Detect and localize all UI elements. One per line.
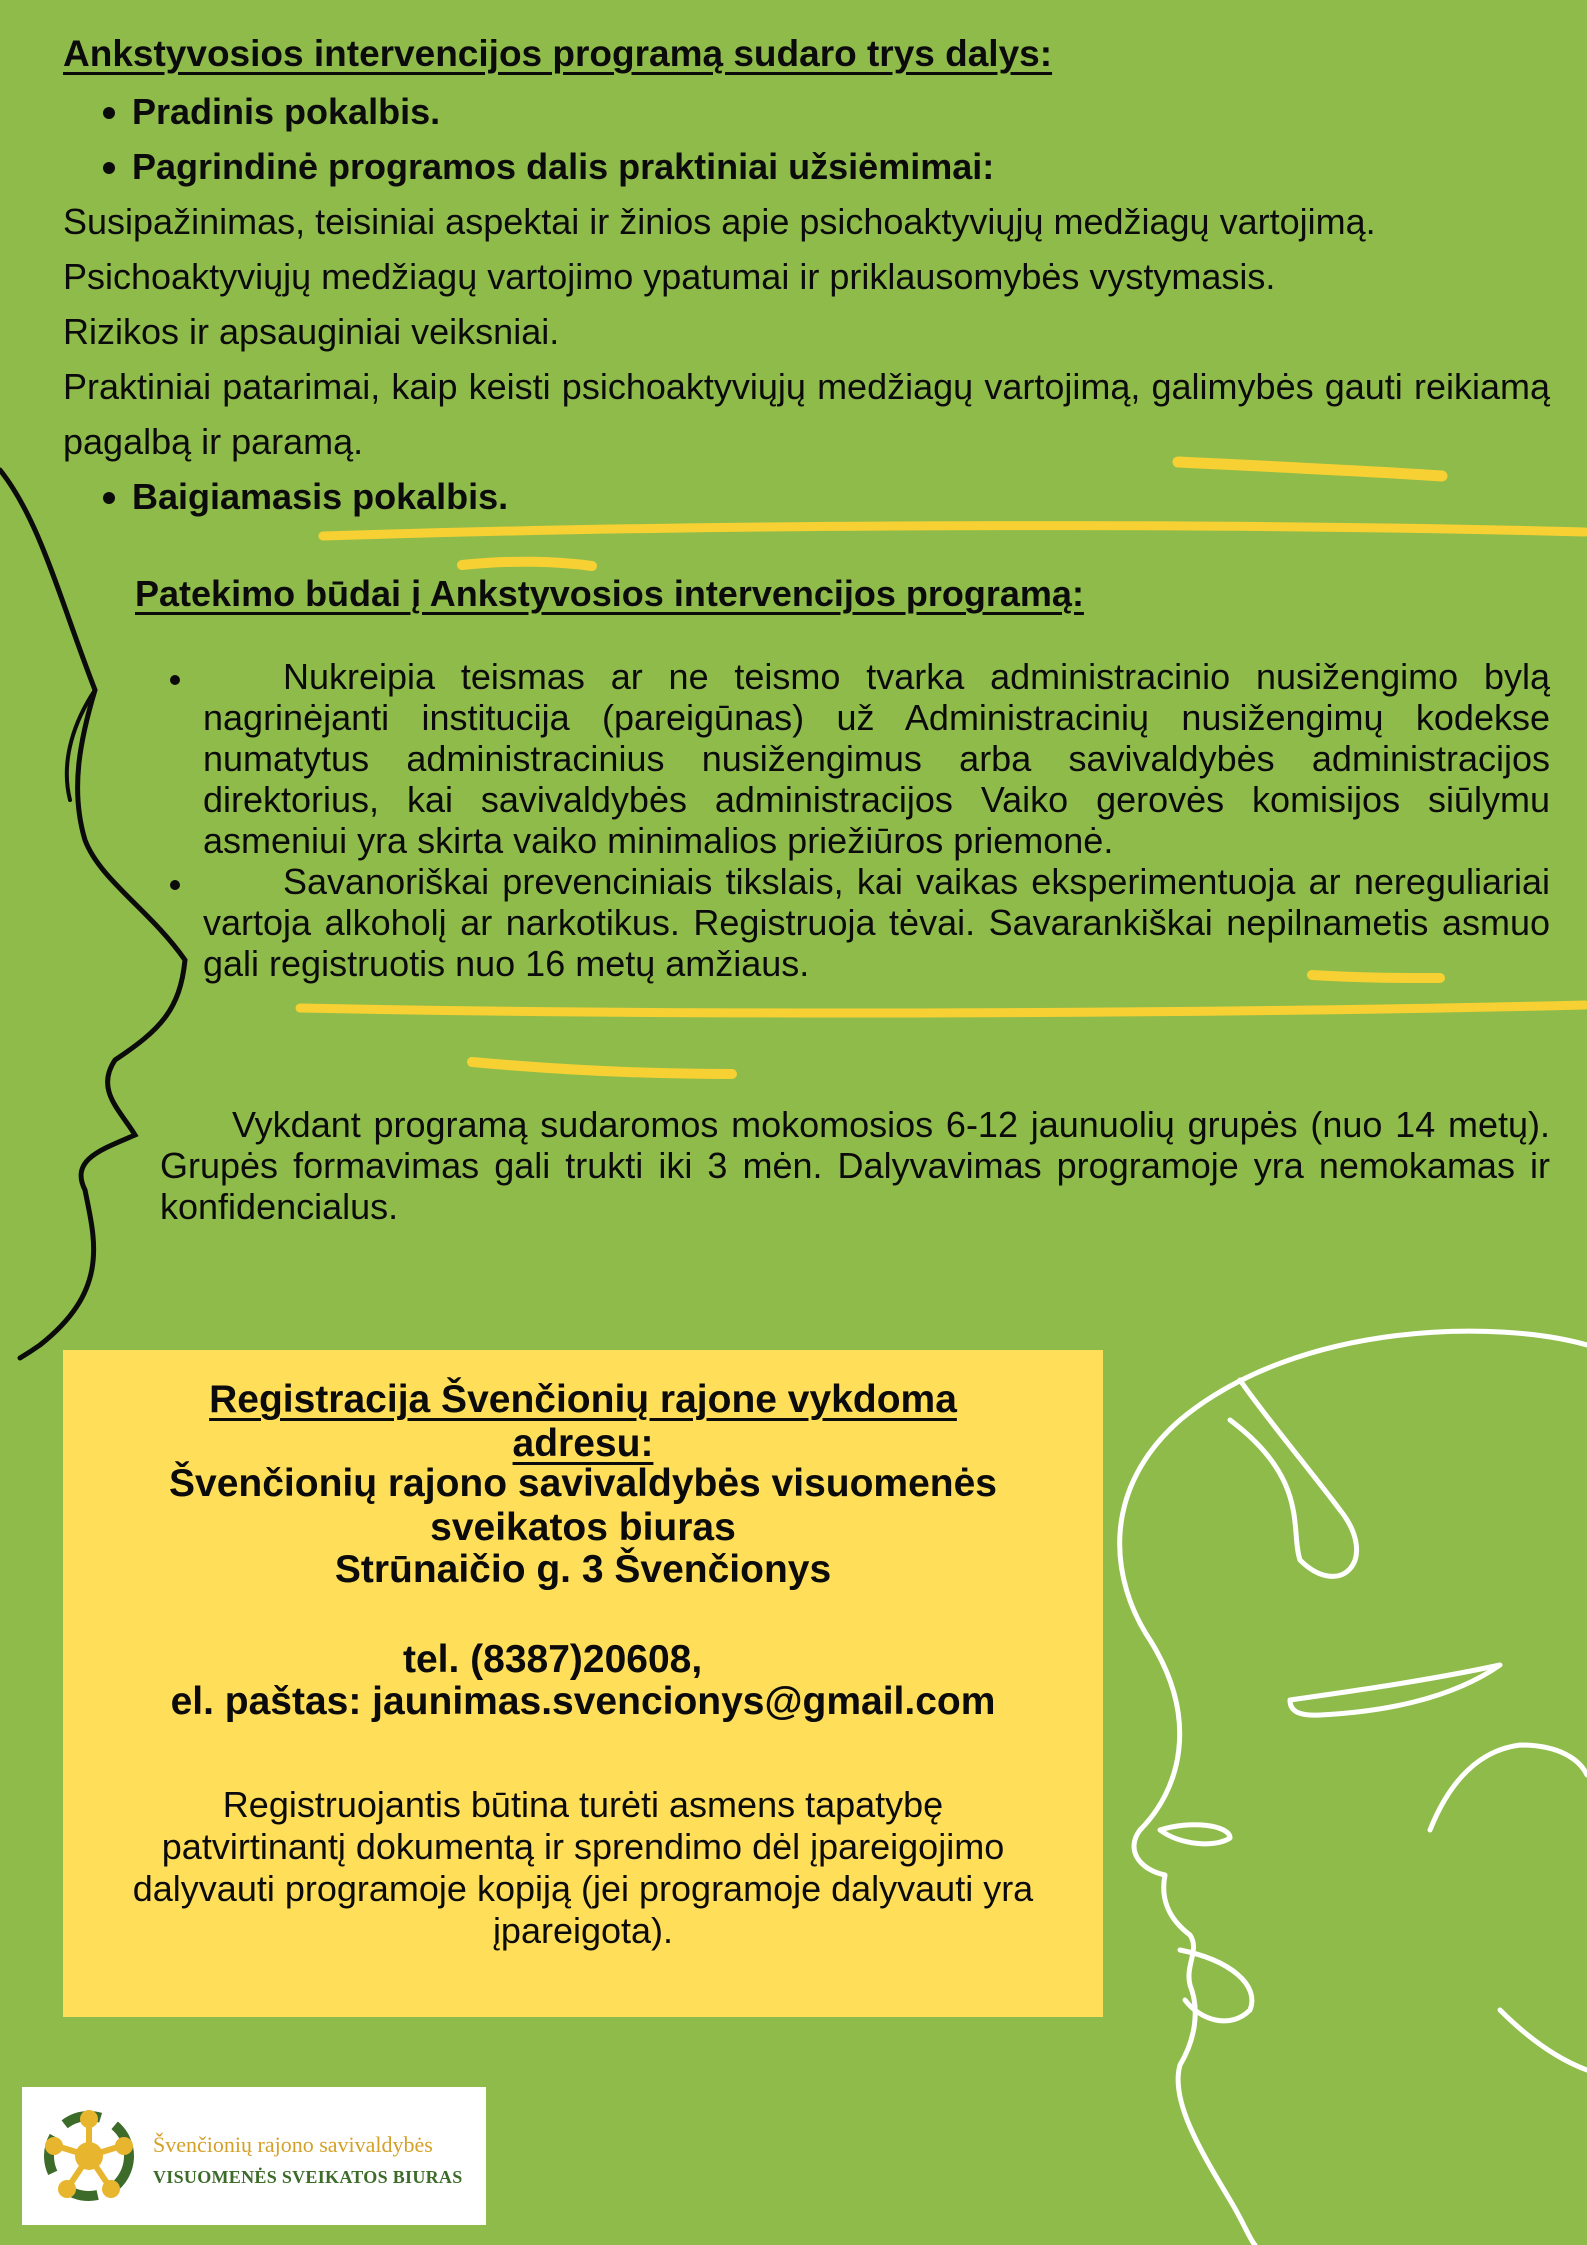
section-title-program-parts: Ankstyvosios intervencijos programą sudaro trys dalys:	[63, 33, 1053, 74]
note-line: įpareigota).	[492, 1910, 674, 1951]
list-item: Nukreipia teismas ar ne teismo tvarka administracinio nusižengimo bylą nagrinėjanti institucija (pareigūnas) už Administracinių nusižengimų kodekse numatytus administracinius nusižengimus arba savivaldybės administracijos direktorius, kai savivaldybės administracijos Vaiko gerovės komisijos siūlymu asmeniui yra skirta vaiko minimalios priežiūros priemonė.	[203, 656, 1550, 861]
organization-name: sveikatos biuras	[430, 1506, 736, 1549]
registration-heading: Registracija Švenčionių rajone vykdoma	[209, 1378, 957, 1421]
registration-note	[63, 1784, 1103, 1952]
logo-text: Švenčionių rajono savivaldybės	[153, 2132, 433, 2157]
email: el. paštas: jaunimas.svencionys@gmail.com	[170, 1680, 996, 1723]
yellow-accent-stroke	[462, 562, 592, 566]
note-line: dalyvauti programoje kopiją (jei programoje dalyvauti yra	[132, 1868, 1034, 1909]
logo	[22, 2087, 486, 2225]
paragraph-line: Rizikos ir apsauginiai veiksniai.	[63, 311, 560, 352]
address: Strūnaičio g. 3 Švenčionys	[334, 1548, 832, 1591]
yellow-accent-stroke	[472, 1062, 732, 1074]
phone: tel. (8387)20608,	[403, 1638, 703, 1681]
section-title-entry-ways: Patekimo būdai į Ankstyvosios intervencijos programą:	[135, 573, 1084, 614]
note-line: patvirtinantį dokumentą ir sprendimo dėl įpareigojimo	[161, 1826, 1005, 1867]
paragraph-line: Susipažinimas, teisiniai aspektai ir žinios apie psichoaktyviųjų medžiagų vartojimą.	[63, 201, 1376, 242]
list-item: Pradinis pokalbis.	[63, 84, 1550, 139]
face-line-art	[1120, 1331, 1587, 2245]
logo-emblem-icon	[34, 2101, 144, 2211]
logo-text: VISUOMENĖS SVEIKATOS BIURAS	[153, 2167, 463, 2187]
paragraph-line: Psichoaktyviųjų medžiagų vartojimo ypatumai ir priklausomybės vystymasis.	[63, 256, 1276, 297]
program-parts-list	[63, 84, 1550, 524]
list-item: Savanoriškai prevenciniais tikslais, kai vaikas eksperimentuoja ar nereguliariai vartoja alkoholį ar narkotikus. Registruoja tėvai. Savarankiškai nepilnametis asmuo gali registruotis nuo 16 metų amžiaus.	[203, 861, 1550, 984]
groups-paragraph: Vykdant programą sudaromos mokomosios 6-12 jaunuolių grupės (nuo 14 metų). Grupės formavimas gali trukti iki 3 mėn. Dalyvavimas programoje yra nemokamas ir konfidencialus.	[160, 1104, 1550, 1227]
note-line: Registruojantis būtina turėti asmens tapatybę	[222, 1784, 944, 1825]
face-profile-line-inner	[67, 690, 95, 800]
list-item: Pagrindinė programos dalis praktiniai užsiėmimai:	[63, 139, 1550, 194]
registration-heading: adresu:	[512, 1422, 654, 1465]
yellow-accent-stroke	[323, 526, 1585, 536]
organization-name: Švenčionių rajono savivaldybės visuomenės	[169, 1462, 997, 1505]
paragraph-line: Praktiniai patarimai, kaip keisti psichoaktyviųjų medžiagų vartojimą, galimybės gauti reikiamą pagalbą ir paramą.	[63, 366, 1550, 462]
list-item: Baigiamasis pokalbis.	[63, 469, 1550, 524]
yellow-accent-stroke	[300, 1005, 1585, 1013]
entry-ways-list	[203, 656, 1550, 984]
registration-box	[63, 1350, 1103, 2017]
